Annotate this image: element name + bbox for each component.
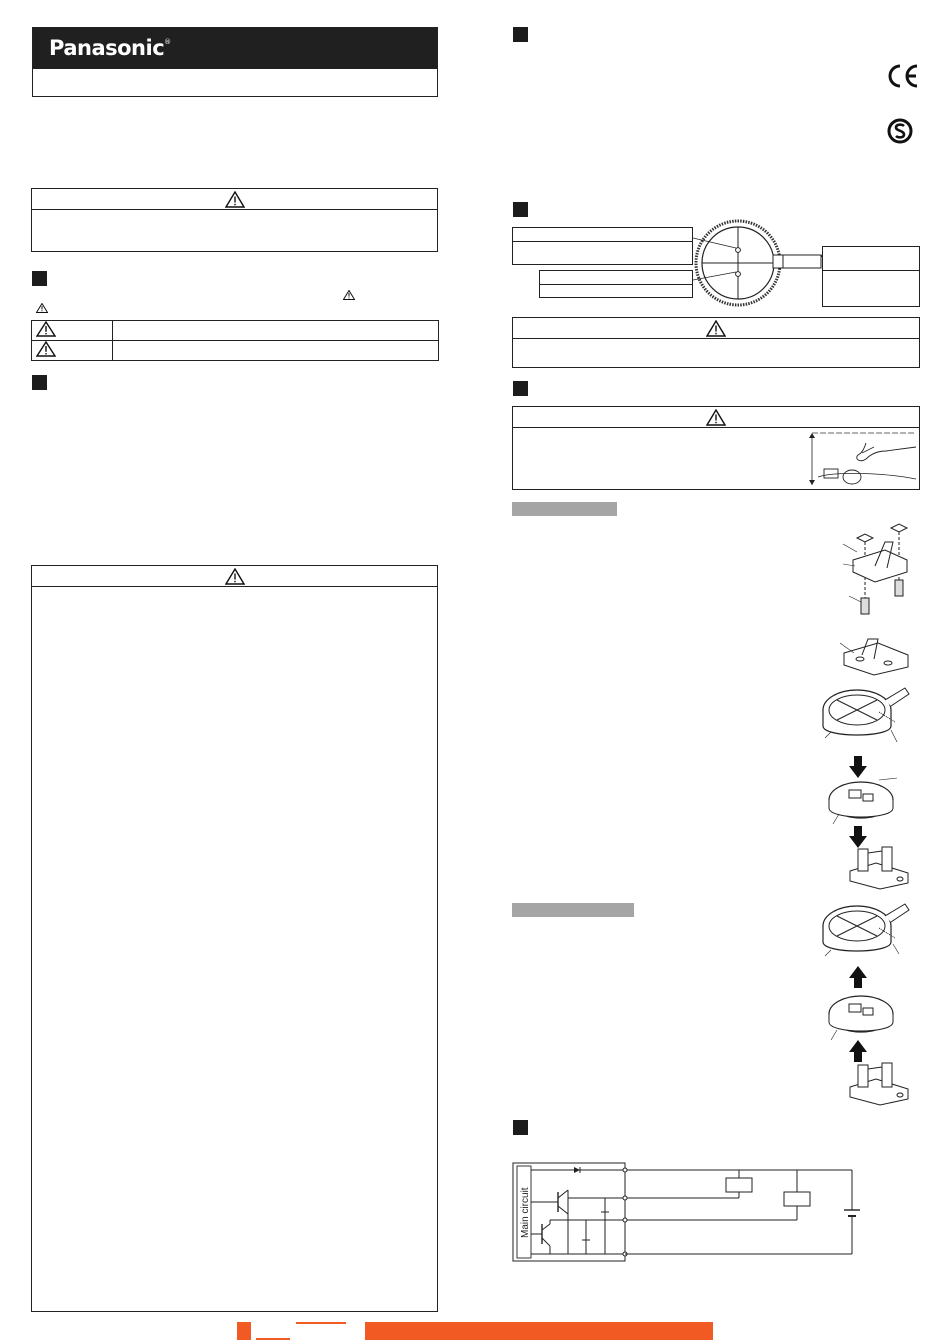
warning-triangle-icon [706, 409, 726, 426]
warning-triangle-icon [36, 303, 48, 313]
warning-triangle-icon [225, 568, 245, 585]
sensor-unit-drawing [815, 898, 915, 974]
warning-triangle-icon [36, 341, 56, 357]
io-circuit-diagram [510, 1160, 860, 1264]
brand-trademark: ® [164, 38, 171, 46]
warning-box-header [32, 566, 437, 587]
sensor-top-view-drawing [693, 217, 825, 309]
table-row [32, 321, 439, 341]
subsection-band [512, 502, 617, 516]
warning-triangle-icon [343, 290, 355, 300]
sensor-unit-drawing [815, 682, 915, 758]
warning-box-header [513, 407, 919, 428]
arrow-up-icon [849, 966, 867, 988]
footer-accent-line [296, 1322, 346, 1324]
warning-triangle-icon [706, 320, 726, 337]
brand-logo [33, 28, 437, 69]
brand-name: Panasonic [49, 36, 165, 60]
signal-word-table [31, 320, 439, 361]
part-label-box [539, 270, 693, 298]
warning-triangle-icon [36, 321, 56, 337]
bracket-mounted-drawing [838, 633, 914, 677]
brand-header [32, 27, 438, 97]
part-label-divider [823, 247, 919, 271]
table-cell [32, 341, 113, 361]
drop-height-drawing [806, 429, 918, 489]
warning-triangle-icon [225, 191, 245, 208]
warning-box-top [31, 188, 438, 252]
warning-box-mounting [512, 406, 920, 490]
warning-box-header [513, 318, 919, 339]
section-marker [513, 27, 528, 42]
warning-box-parts [512, 317, 920, 368]
section-marker [513, 381, 528, 396]
table-cell [32, 321, 113, 341]
mounting-plate-drawing [819, 990, 907, 1046]
mounting-plate-drawing [819, 774, 907, 834]
s-mark-icon [887, 118, 913, 144]
bracket-screw-drawing [835, 520, 915, 620]
bracket-base-drawing [846, 1059, 912, 1107]
section-marker [32, 375, 47, 390]
subsection-band [512, 903, 634, 917]
table-cell [113, 321, 439, 341]
section-marker [32, 271, 47, 286]
warning-box-header [32, 189, 437, 210]
ce-mark-icon [886, 63, 920, 89]
table-cell [113, 341, 439, 361]
main-circuit-label: Main circuit [520, 1187, 531, 1238]
part-label-divider [513, 228, 692, 242]
part-label-box [512, 227, 693, 265]
footer-accent-block [237, 1322, 251, 1340]
bracket-base-drawing [846, 843, 912, 891]
warning-box-large [31, 565, 438, 1312]
part-label-box [822, 246, 920, 307]
table-row [32, 341, 439, 361]
footer-accent-bar [365, 1322, 713, 1340]
part-label-divider [540, 271, 692, 285]
section-marker [513, 1120, 528, 1135]
footer-accent-line [256, 1338, 290, 1340]
section-marker [513, 202, 528, 217]
